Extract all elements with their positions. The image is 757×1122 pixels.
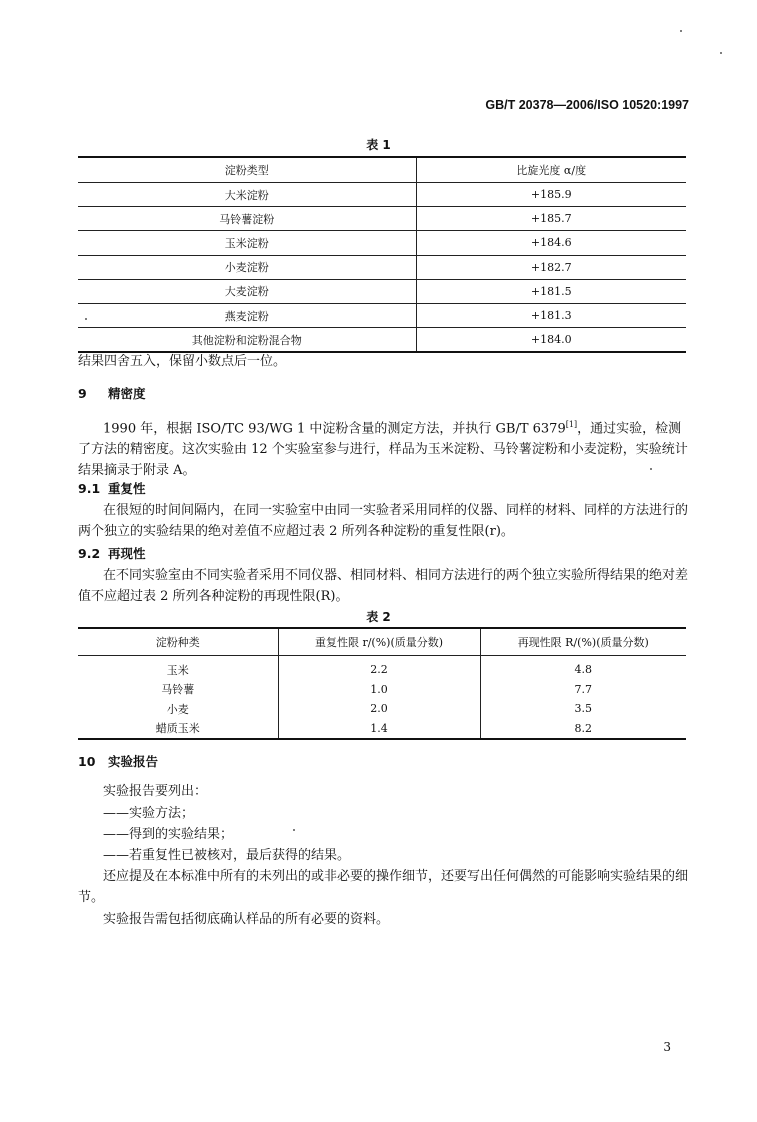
table1-cell-value: +185.9 [416, 183, 686, 207]
section-10-title: 实验报告 [108, 754, 159, 769]
scan-speck [650, 468, 652, 470]
table2-cell-r: 2.2 [278, 656, 480, 680]
standard-header: GB/T 20378—2006/ISO 10520:1997 [485, 98, 689, 112]
table1-cell-value: +185.7 [416, 207, 686, 231]
table2-cell-R: 8.2 [574, 721, 592, 735]
table1-header-row [78, 157, 686, 183]
table2-cell-R: 4.8 [574, 663, 592, 677]
section-10-number: 10 [78, 754, 96, 769]
table1-cell-value: +181.5 [416, 279, 686, 303]
table1-header-rotation-label: 比旋光度 α [516, 164, 572, 177]
reference-marker: [1] [565, 420, 578, 429]
scan-speck [680, 30, 682, 32]
report-intro: 实验报告要列出： [103, 784, 208, 799]
section-9-paragraph [78, 414, 690, 481]
table2-header-row [78, 628, 686, 656]
section-9-1-number: 9.1 [78, 481, 101, 496]
table-row [78, 279, 686, 303]
table-row [78, 231, 686, 255]
page-number: 3 [663, 1040, 671, 1054]
section-9-1-title: 重复性 [108, 481, 146, 496]
table-row [78, 699, 686, 719]
section-9-2-number: 9.2 [78, 546, 101, 561]
table1-caption: 表 1 [366, 138, 391, 152]
table-row [78, 303, 686, 327]
table-row [78, 183, 686, 207]
section-9-title: 精密度 [108, 386, 146, 401]
section-9-heading [78, 384, 146, 402]
section-9-text-b: ，通过实验，检测了方法的精密度。这次实验由 12 个实验室参与进行，样品为玉米淀粉、马铃薯淀粉和小麦淀粉，实验统计结果摘录于附录 A。 [78, 421, 688, 479]
table1-cell-value: +184.6 [416, 231, 686, 255]
table1-cell-type: 其他淀粉和淀粉混合物 [78, 328, 416, 353]
table2-header-reproducibility: 再现性限 R/(%)(质量分数) [480, 628, 686, 656]
table-row [78, 207, 686, 231]
table-row [78, 255, 686, 279]
rounding-note: 结果四舍五入，保留小数点后一位。 [78, 354, 287, 369]
section-9-text-a: 1990 年，根据 ISO/TC 93/WG 1 中淀粉含量的测定方法，并执行 GB/T 6379 [103, 421, 566, 437]
table1-cell-type: 燕麦淀粉 [78, 303, 416, 327]
section-9-number: 9 [78, 386, 87, 401]
table2 [78, 627, 686, 740]
table2-cell-r: 1.4 [278, 719, 480, 740]
table-row [78, 680, 686, 700]
table-row [78, 328, 686, 353]
scan-speck [720, 52, 722, 54]
table1-header-starch-type: 淀粉类型 [78, 157, 416, 183]
report-item: ——实验方法； [103, 806, 195, 821]
table2-header-starch: 淀粉种类 [78, 628, 278, 656]
table1-cell-value: +181.3 [416, 303, 686, 327]
table1-cell-type: 玉米淀粉 [78, 231, 416, 255]
table-row [78, 656, 686, 680]
table1-cell-type: 大麦淀粉 [78, 279, 416, 303]
table1-cell-value: +184.0 [416, 328, 686, 353]
report-sample-paragraph: 实验报告需包括彻底确认样品的所有必要的资料。 [103, 912, 390, 927]
table-row [78, 719, 686, 740]
section-9-2-title: 再现性 [108, 546, 146, 561]
table2-cell-starch: 小麦 [78, 699, 278, 719]
table2-cell-R: 7.7 [574, 682, 592, 696]
table1-cell-value: +182.7 [416, 255, 686, 279]
report-details-paragraph: 还应提及在本标准中所有的未列出的或非必要的操作细节，还要写出任何偶然的可能影响实验结果的细节。 [78, 869, 689, 905]
table2-caption: 表 2 [366, 610, 391, 624]
section-10-heading [78, 752, 158, 770]
report-item: ——得到的实验结果； [103, 827, 234, 842]
section-9-1-paragraph: 在很短的时间间隔内，在同一实验室中由同一实验者采用同样的仪器、同样的材料、同样的方法进行的两个独立的实验结果的绝对差值不应超过表 2 所列各种淀粉的重复性限(r)。 [78, 503, 689, 539]
scan-speck [293, 829, 295, 831]
table2-cell-r: 1.0 [278, 680, 480, 700]
report-item: ——若重复性已被核对，最后获得的结果。 [103, 848, 351, 863]
scan-speck [85, 318, 87, 320]
section-9-1-heading [78, 479, 146, 497]
table2-header-repeatability: 重复性限 r/(%)(质量分数) [278, 628, 480, 656]
table1-header-rotation-unit: /度 [571, 164, 587, 177]
table1-header-rotation [416, 157, 686, 183]
table2-cell-starch: 蜡质玉米 [78, 719, 278, 740]
table1-cell-type: 马铃薯淀粉 [78, 207, 416, 231]
section-9-2-heading [78, 544, 146, 562]
table2-cell-R: 3.5 [574, 702, 592, 716]
section-9-2-paragraph: 在不同实验室由不同实验者采用不同仪器、相同材料、相同方法进行的两个独立实验所得结果的绝对差值不应超过表 2 所列各种淀粉的再现性限(R)。 [78, 568, 689, 604]
table2-cell-r: 2.0 [278, 699, 480, 719]
table1-cell-type: 小麦淀粉 [78, 255, 416, 279]
table1 [78, 156, 686, 353]
table2-cell-starch: 马铃薯 [78, 680, 278, 700]
table2-cell-starch: 玉米 [78, 656, 278, 680]
table1-cell-type: 大米淀粉 [78, 183, 416, 207]
